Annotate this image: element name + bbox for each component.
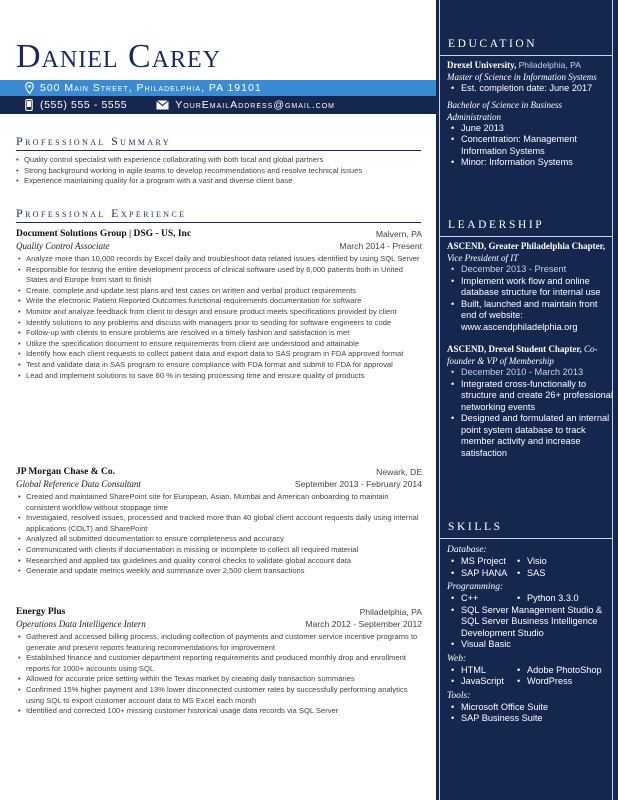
list-item: • Test and validate data in SAS program to ensure compliance with FDA format and submit to FDA for approval <box>16 360 422 371</box>
job-title: Operations Data Intelligence Intern <box>16 619 146 629</box>
school-name: Drexel University, <box>447 60 517 70</box>
education-divider <box>440 55 612 56</box>
job-location: Malvern, PA <box>375 229 422 239</box>
summary-divider <box>16 150 421 151</box>
list-item: • Utilize the specification document to ensure requirements from client are understood and attainable <box>16 339 422 350</box>
leadership-block <box>447 240 613 459</box>
school-location: Philadelphia, PA <box>518 60 582 70</box>
list-item: • Lead and implement solutions to save 60 % in testing processing time and ensure quality of products <box>16 371 422 382</box>
skill-category-label: Database: <box>447 545 487 555</box>
list-item: • Generate and update metrics weekly and summarize over 2,500 client transactions <box>16 566 422 577</box>
job-company: Document Solutions Group | DSG - US, Inc <box>16 229 192 239</box>
list-item: • SAS <box>513 568 547 580</box>
org-details <box>447 367 613 459</box>
list-item: • Adobe PhotoShop <box>513 665 602 677</box>
skills-divider <box>440 538 612 539</box>
list-item: • SAP Business Suite <box>447 713 613 725</box>
list-item: • C++ <box>447 593 513 605</box>
sidebar-column <box>436 0 618 800</box>
job-company: JP Morgan Chase & Co. <box>16 467 115 477</box>
list-item: • Implement work flow and online database structure for internal use <box>447 276 613 299</box>
skill-list <box>513 593 579 605</box>
job-bullets <box>16 492 422 577</box>
phone-icon <box>24 99 34 111</box>
list-item: • Designed and formulated an internal point system database to track member activity and increase satisfaction <box>447 413 613 459</box>
skill-category-label: Tools: <box>447 690 471 701</box>
list-item: • Est. completion date: June 2017 <box>447 83 613 95</box>
list-item: • Communicated with clients if documentation is missing or incomplete to collect all required material <box>16 545 422 556</box>
org-name: ASCEND, Greater Philadelphia Chapter, <box>447 241 606 251</box>
job-dates: March 2012 - September 2012 <box>305 619 422 629</box>
experience-heading: Professional Experience <box>16 206 187 220</box>
list-item: • December 2010 - March 2013 <box>447 367 613 379</box>
list-item: • Visio <box>513 556 547 568</box>
leadership-heading: LEADERSHIP <box>448 219 545 231</box>
candidate-name: Daniel Carey <box>16 38 222 75</box>
skill-list <box>513 556 547 579</box>
summary-heading: Professional Summary <box>16 134 172 148</box>
address-text: 500 Main Street, Philadelphia, PA 19101 <box>40 82 262 94</box>
list-item: • Analyze more than 10,000 records by Excel daily and troubleshoot data related issues identified by using SQL Server <box>16 254 422 265</box>
location-pin-icon <box>24 82 34 94</box>
job-dates: March 2014 - Present <box>339 241 422 251</box>
job-location: Philadelphia, PA <box>359 607 422 617</box>
job-title: Global Reference Data Consultant <box>16 479 141 489</box>
org-role: Co-founder & VP of Membership <box>447 344 598 366</box>
experience-divider <box>16 222 421 223</box>
list-item: • HTML <box>447 665 513 677</box>
list-item: • MS Project <box>447 556 513 568</box>
list-item: • Gathered and accessed billing process, including collection of payments and customer service incentive programs to generate and present reports featuring recommendations for improvement <box>16 632 422 653</box>
list-item: • Created and maintained SharePoint site for European, Asian, Mumbai and American onboarding to maintain consistent workflow without stoppage time <box>16 492 422 513</box>
list-item: • Allowed for accurate price setting within the Texas market by creating daily transaction summaries <box>16 674 422 685</box>
list-item: • Confirmed 15% higher payment and 13% lower disconnected customer rates by successfully performing analytics using SQL to export customer account data to MS Excel each month <box>16 685 422 706</box>
org-role: Vice President of IT <box>447 253 519 263</box>
summary-list <box>14 155 424 187</box>
contact-bar <box>0 96 436 114</box>
skill-list <box>447 605 613 651</box>
list-item[interactable]: • Built, launched and maintain front end of website: www.ascendphiladelphia.org <box>447 299 613 334</box>
email-text[interactable]: YourEmailAddress@gmail.com <box>175 99 336 111</box>
list-item: • Investigated, resolved issues, processed and tracked more than 40 global client account requests daily using internal applications (COLT) and SharePoint <box>16 513 422 534</box>
job-entry-jpmorgan <box>16 466 422 577</box>
list-item: • Identify solutions to any problems and discuss with managers prior to sending for software engineers to code <box>16 318 422 329</box>
list-item: • Responsible for testing the entire development process of clinical software used by 6,000 patients both in United States and Europe from start to finish <box>16 265 422 286</box>
list-item: • Established finance and customer department reporting requirements and produced monthly drop and enrollment reports for 1000+ accounts using SQL <box>16 653 422 674</box>
list-item: • Integrated cross-functionally to structure and create 26+ professional networking events <box>447 379 613 414</box>
job-dates: September 2013 - February 2014 <box>294 479 422 489</box>
skill-list <box>513 665 602 688</box>
job-bullets <box>16 632 422 717</box>
org-name: ASCEND, Drexel Student Chapter, <box>447 344 582 354</box>
job-entry-energy-plus <box>16 606 422 717</box>
education-heading: EDUCATION <box>448 38 538 50</box>
list-item: • Experience maintaining quality for a program with a vast and diverse client base <box>14 176 424 187</box>
email-icon <box>155 99 169 111</box>
skill-list <box>447 593 513 605</box>
skills-block <box>447 542 613 725</box>
degree-details <box>447 123 613 169</box>
list-item: • SAP HANA <box>447 568 513 580</box>
list-item: • Identify how each client requests to collect patient data and export data to SAS program in FDA approved format <box>16 349 422 360</box>
job-entry-dsg <box>16 228 422 381</box>
skill-list <box>447 556 513 579</box>
job-bullets <box>16 254 422 381</box>
list-item: • Monitor and analyze feedback from client to design and ensure product meets specifications provided by client <box>16 307 422 318</box>
list-item: • Researched and applied tax guidelines and quality control checks to validate global account data <box>16 556 422 567</box>
education-block <box>447 59 613 169</box>
job-title: Quality Control Associate <box>16 241 110 251</box>
list-item: • JavaScript <box>447 676 513 688</box>
list-item: • WordPress <box>513 676 602 688</box>
list-item: • Write the electronic Patient Reported Outcomes functional requirements documentation for software <box>16 296 422 307</box>
list-item: • SQL Server Management Studio & SQL Server Business Intelligence Development Studio <box>447 605 613 640</box>
degree-details <box>447 83 613 95</box>
skills-heading: SKILLS <box>448 521 503 533</box>
skill-list <box>447 702 613 725</box>
address-bar <box>0 80 436 96</box>
job-company: Energy Plus <box>16 607 66 617</box>
skill-category-label: Web: <box>447 653 467 664</box>
job-location: Newark, DE <box>376 467 422 477</box>
list-item: • June 2013 <box>447 123 613 135</box>
skill-category-label: Programming: <box>447 582 504 592</box>
list-item: • Minor: Information Systems <box>447 157 613 169</box>
degree-title: Bachelor of Science in Business Administration <box>447 99 562 122</box>
list-item: • Concentration: Management Information Systems <box>447 134 613 157</box>
org-details <box>447 264 613 333</box>
list-item: • Identified and corrected 100+ missing customer historical usage data records via SQL Server <box>16 706 422 717</box>
leadership-divider <box>440 236 612 237</box>
list-item: • Microsoft Office Suite <box>447 702 613 714</box>
list-item: • December 2013 - Present <box>447 264 613 276</box>
list-item: • Visual Basic <box>447 639 613 651</box>
phone-text: (555) 555 - 5555 <box>40 99 128 111</box>
list-item: • Python 3.3.0 <box>513 593 579 605</box>
list-item: • Follow-up with clients to ensure problems are resolved in a timely fashion and satisfaction is met <box>16 328 422 339</box>
degree-title: Master of Science in Information Systems <box>447 72 597 82</box>
skill-list <box>447 665 513 688</box>
list-item: • Analyzed all submitted documentation to ensure completeness and accuracy <box>16 534 422 545</box>
list-item: • Create, complete and update test plans and test cases on written and verbal product requirements <box>16 286 422 297</box>
list-item: • Strong background working in agile teams to develop recommendations and resolve technical issues <box>14 166 424 177</box>
list-item: • Quality control specialist with experience collaborating with both local and global partners <box>14 155 424 166</box>
